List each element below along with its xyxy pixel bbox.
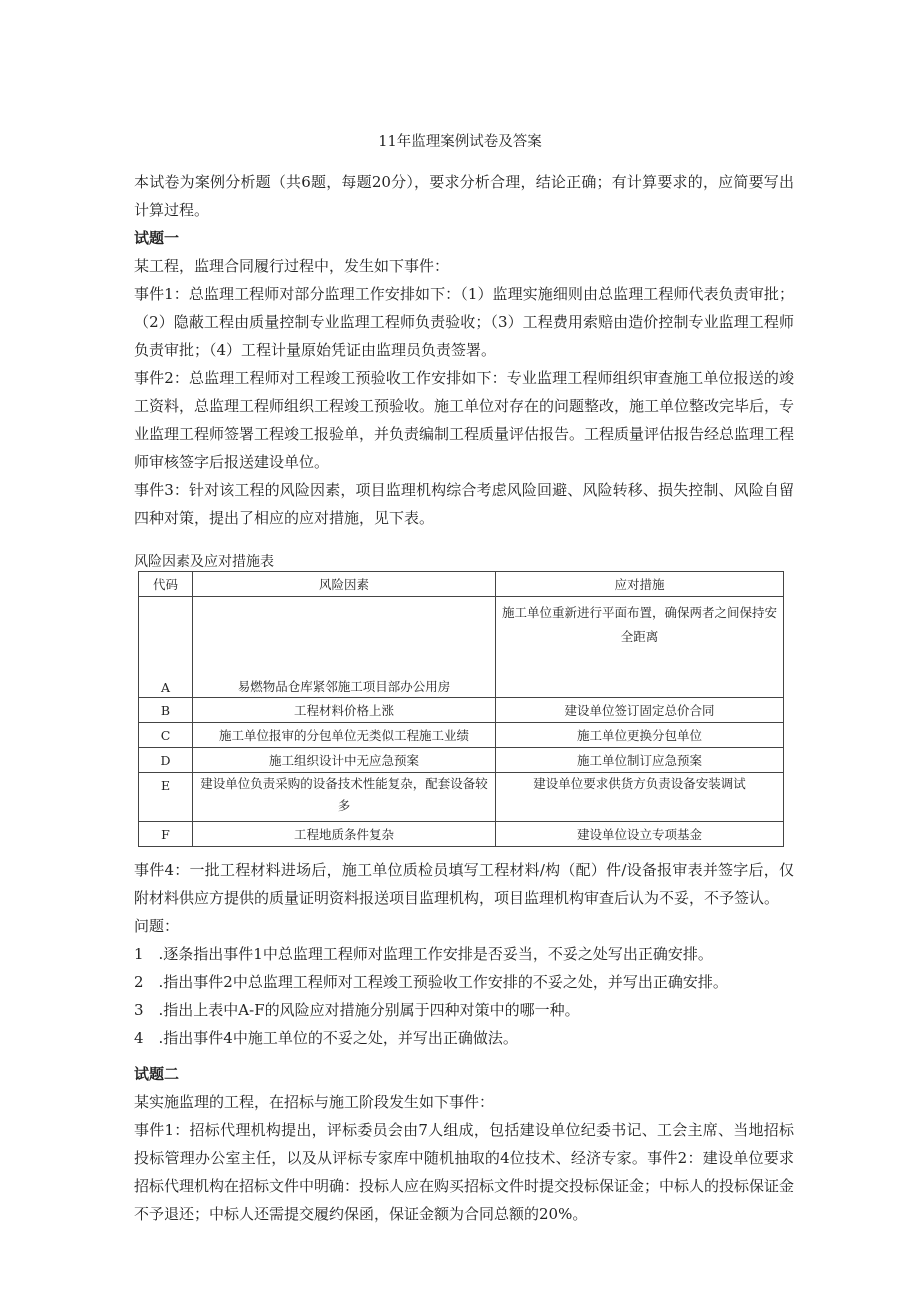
question-item: 1 .逐条指出事件1中总监理工程师对监理工作安排是否妥当，不妥之处写出正确安排。: [134, 945, 713, 963]
cell-measure: 施工单位制订应急预案: [496, 748, 784, 773]
risk-table: [138, 571, 784, 847]
intro-section: [134, 168, 794, 532]
cell-measure: 施工单位重新进行平面布置，确保两者之间保持安全距离: [496, 597, 784, 698]
cell-factor: 施工组织设计中无应急预案: [193, 748, 496, 773]
q1-tail-section: [134, 856, 794, 1052]
cell-factor: 工程材料价格上涨: [193, 698, 496, 723]
cell-measure: 施工单位更换分包单位: [496, 723, 784, 748]
table-row: [139, 822, 784, 847]
table-row: [139, 723, 784, 748]
question-item: 4 .指出事件4中施工单位的不妥之处，并写出正确做法。: [134, 1029, 518, 1047]
q1-heading: 试题一: [134, 229, 180, 247]
header-code: 代码: [139, 572, 193, 597]
cell-code: F: [139, 822, 193, 847]
header-measure: 应对措施: [496, 572, 784, 597]
cell-factor: 施工单位报审的分包单位无类似工程施工业绩: [193, 723, 496, 748]
questions-label: 问题：: [134, 917, 180, 935]
table-row: [139, 748, 784, 773]
q2-lead: 某实施监理的工程，在招标与施工阶段发生如下事件：: [134, 1093, 495, 1111]
table-header-row: [139, 572, 784, 597]
table-row: [139, 597, 784, 698]
cell-measure: 建设单位设立专项基金: [496, 822, 784, 847]
cell-code: C: [139, 723, 193, 748]
cell-code: E: [139, 773, 193, 822]
q1-lead: 某工程，监理合同履行过程中，发生如下事件：: [134, 257, 450, 275]
cell-factor: 工程地质条件复杂: [193, 822, 496, 847]
cell-measure: 建设单位要求供货方负责设备安装调试: [496, 773, 784, 822]
q1-event3: 事件3：针对该工程的风险因素，项目监理机构综合考虑风险回避、风险转移、损失控制、风险自留四种对策，提出了相应的应对措施，见下表。: [134, 481, 794, 527]
table-row: [139, 698, 784, 723]
table-row: [139, 773, 784, 822]
cell-measure: 建设单位签订固定总价合同: [496, 698, 784, 723]
cell-factor: 建设单位负责采购的设备技术性能复杂，配套设备较多: [193, 773, 496, 822]
table-caption: 风险因素及应对措施表: [134, 554, 274, 570]
q2-heading: 试题二: [134, 1065, 180, 1083]
question-item: 3 .指出上表中A-F的风险应对措施分别属于四种对策中的哪一种。: [134, 1001, 580, 1019]
q2-body: 事件1：招标代理机构提出，评标委员会由7人组成，包括建设单位纪委书记、工会主席、当地招标投标管理办公室主任，以及从评标专家库中随机抽取的4位技术、经济专家。事件2：建设单位要求招标代理机构在招标文件中明确：投标人应在购买招标文件时提交投标保证金；中标人的投标保证金不予退还；中标人还需提交履约保函，保证金额为合同总额的20%。: [134, 1121, 795, 1223]
cell-code: D: [139, 748, 193, 773]
q1-event2: 事件2：总监理工程师对工程竣工预验收工作安排如下：专业监理工程师组织审查施工单位报送的竣工资料，总监理工程师组织工程竣工预验收。施工单位对存在的问题整改，施工单位整改完毕后，专业监理工程师签署工程竣工报验单，并负责编制工程质量评估报告。工程质量评估报告经总监理工程师审核签字后报送建设单位。: [134, 369, 795, 471]
question-item: 2 .指出事件2中总监理工程师对工程竣工预验收工作安排的不妥之处，并写出正确安排。: [134, 973, 728, 991]
intro-paragraph: 本试卷为案例分析题（共6题，每题20分），要求分析合理，结论正确；有计算要求的，应简要写出计算过程。: [134, 173, 794, 219]
q1-event4: 事件4：一批工程材料进场后，施工单位质检员填写工程材料/构（配）件/设备报审表并签字后，仅附材料供应方提供的质量证明资料报送项目监理机构，项目监理机构审查后认为不妥，不予签认。: [134, 861, 794, 907]
cell-code: B: [139, 698, 193, 723]
header-factor: 风险因素: [193, 572, 496, 597]
cell-code: A: [139, 597, 193, 698]
cell-factor: 易燃物品仓库紧邻施工项目部办公用房: [193, 597, 496, 698]
q1-event1: 事件1：总监理工程师对部分监理工作安排如下：（1）监理实施细则由总监理工程师代表负责审批；（2）隐蔽工程由质量控制专业监理工程师负责验收；（3）工程费用索赔由造价控制专业监理工程师负责审批；（4）工程计量原始凭证由监理员负责签署。: [134, 285, 794, 359]
document-title: 11年监理案例试卷及答案: [378, 134, 542, 150]
q2-section: [134, 1060, 794, 1228]
